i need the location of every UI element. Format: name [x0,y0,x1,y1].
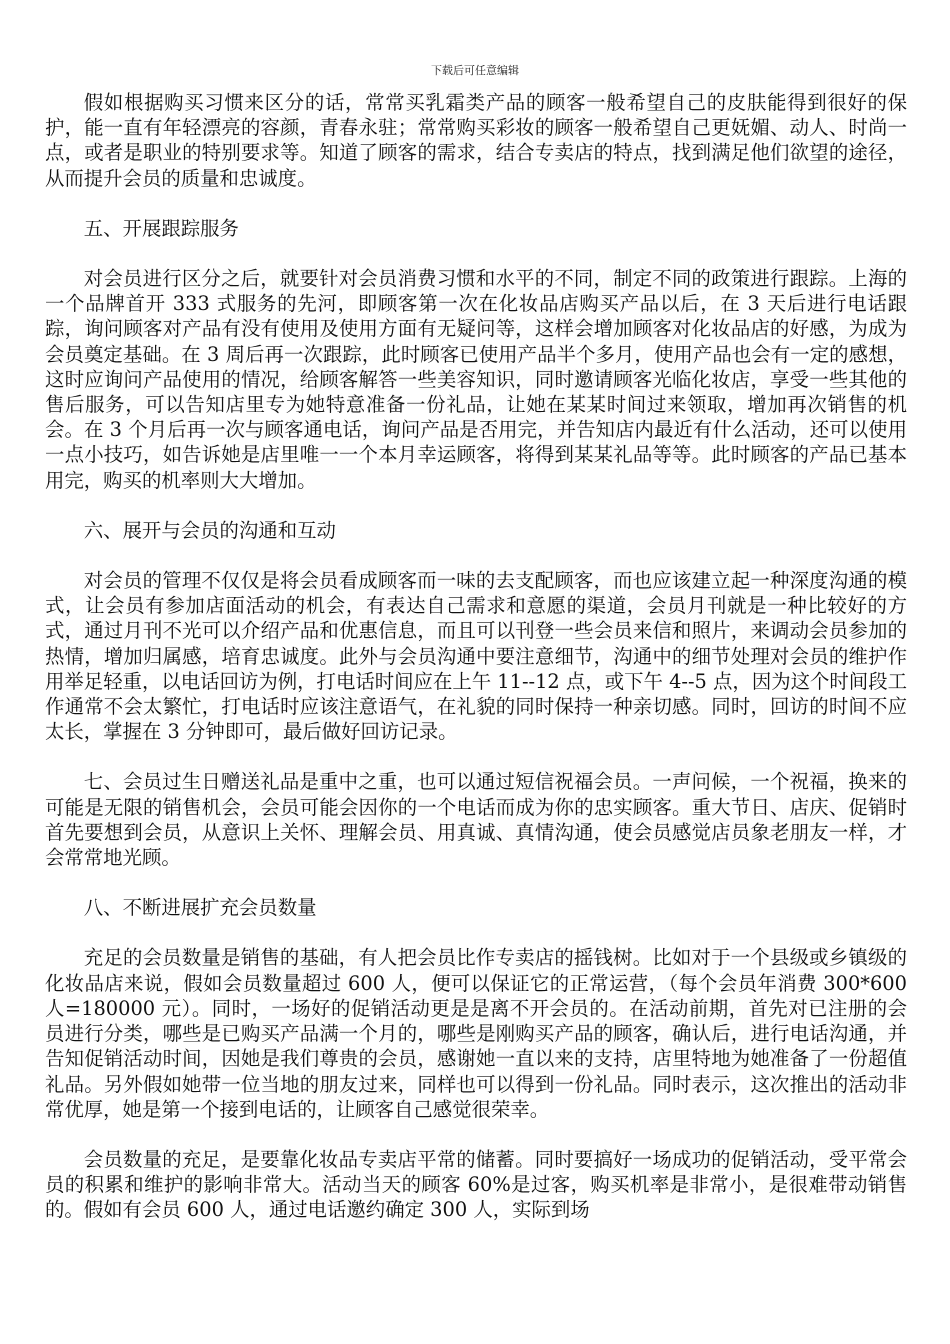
paragraph-spacer [45,543,907,568]
paragraph-communication: 对会员的管理不仅仅是将会员看成顾客而一味的去支配顾客，而也应该建立起一种深度沟通的模式，让会员有参加店面活动的机会，有表达自己需求和意愿的渠道，会员月刊就是一种比较好的方式，通过月刊不光可以介绍产品和优惠信息，而且可以刊登一些会员来信和照片，来调动会员参加的热情，增加归属感，培育忠诚度。此外与会员沟通中要注意细节，沟通中的细节处理对会员的维护作用举足轻重，以电话回访为例，打电话时间应在上午 11--12 点，或下午 4--5 点，因为这个时间段工作通常不会太繁忙，打电话时应该注意语气，在礼貌的同时保持一种亲切感。同时，回访的时间不应太长，掌握在 3 分钟即可，最后做好回访记录。 [45,569,907,744]
page-header-note: 下载后可任意编辑 [431,64,519,77]
paragraph-spacer [45,870,907,895]
document-body [45,90,907,1223]
paragraph-spacer [45,1122,907,1147]
paragraph-spacer [45,920,907,945]
paragraph-birthday-gifts: 七、会员过生日赠送礼品是重中之重，也可以通过短信祝福会员。一声问候，一个祝福，换来的可能是无限的销售机会，会员可能会因你的一个电话而成为你的忠实顾客。重大节日、店庆、促销时首先要想到会员，从意识上关怀、理解会员、用真诚、真情沟通，使会员感觉店员象老朋友一样，才会常常地光顾。 [45,770,907,870]
paragraph-member-savings: 会员数量的充足，是要靠化妆品专卖店平常的储蓄。同时要搞好一场成功的促销活动，受平常会员的积累和维护的影响非常大。活动当天的顾客 60%是过客，购买机率是非常小，是很难带动销售的。假如有会员 600 人，通过电话邀约确定 300 人，实际到场 [45,1147,907,1222]
paragraph-spacer [45,493,907,518]
paragraph-spacer [45,241,907,266]
section-heading-communication: 六、展开与会员的沟通和互动 [83,518,336,542]
section-heading-tracking-service: 五、开展跟踪服务 [83,216,239,240]
paragraph-spacer [45,191,907,216]
paragraph-purchase-habits: 假如根据购买习惯来区分的话，常常买乳霜类产品的顾客一般希望自己的皮肤能得到很好的保护，能一直有年轻漂亮的容颜，青春永驻；常常购买彩妆的顾客一般希望自己更妩媚、动人、时尚一点，或者是职业的特别要求等。知道了顾客的需求，结合专卖店的特点，找到满足他们欲望的途径，从而提升会员的质量和忠诚度。 [45,91,907,190]
paragraph-tracking-service: 对会员进行区分之后，就要针对会员消费习惯和水平的不同，制定不同的政策进行跟踪。上海的一个品牌首开 333 式服务的先河，即顾客第一次在化妆品店购买产品以后，在 3 天后进行电话跟踪，询问顾客对产品有没有使用及使用方面有无疑问等，这样会增加顾客对化妆品店的好感，为成为会员奠定基础。在 3 周后再一次跟踪，此时顾客已使用产品半个多月，使用产品也会有一定的感想，这时应询问产品使用的情况，给顾客解答一些美容知识，同时邀请顾客光临化妆店，享受一些其他的售后服务，可以告知店里专为她特意准备一份礼品，让她在某某时间过来领取，增加再次销售的机会。在 3 个月后再一次与顾客通电话，询问产品是否用完，并告知店内最近有什么活动，还可以使用一点小技巧，如告诉她是店里唯一一个本月幸运顾客，将得到某某礼品等等。此时顾客的产品已基本用完，购买的机率则大大增加。 [45,267,907,492]
paragraph-member-count: 充足的会员数量是销售的基础，有人把会员比作专卖店的摇钱树。比如对于一个县级或乡镇级的化妆品店来说，假如会员数量超过 600 人，便可以保证它的正常运营，（每个会员年消费 300*600 人=180000 元）。同时，一场好的促销活动更是是离不开会员的。在活动前期，首先对已注册的会员进行分类，哪些是已购买产品满一个月的，哪些是刚购买产品的顾客，确认后，进行电话沟通，并告知促销活动时间，因她是我们尊贵的会员，感谢她一直以来的支持，店里特地为她准备了一份超值礼品。另外假如她带一位当地的朋友过来，同样也可以得到一份礼品。同时表示，这次推出的活动非常优厚，她是第一个接到电话的，让顾客自己感觉很荣幸。 [45,946,907,1121]
section-heading-expand-members: 八、不断进展扩充会员数量 [83,896,317,920]
paragraph-spacer [45,744,907,769]
